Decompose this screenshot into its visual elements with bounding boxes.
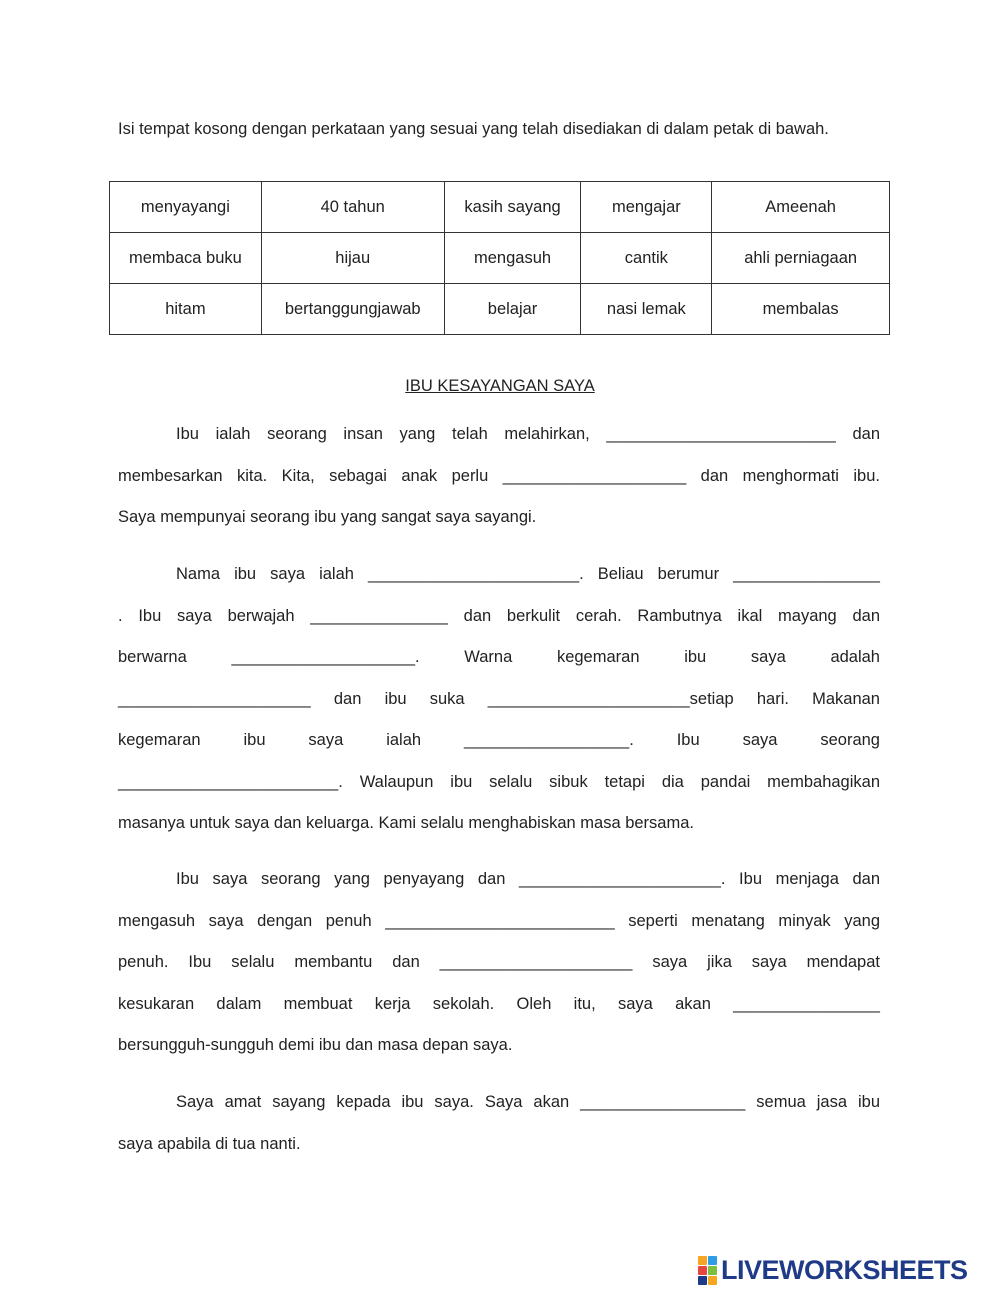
paragraph-line: Nama ibu saya ialah _______________________. Beliau berumur ________________ xyxy=(176,565,880,583)
paragraph-line: Ibu ialah seorang insan yang telah melahirkan, _________________________ dan xyxy=(176,425,880,443)
instruction-text: Isi tempat kosong dengan perkataan yang sesuai yang telah disediakan di dalam petak di bawah. xyxy=(118,120,829,138)
paragraph-line: Saya mempunyai seorang ibu yang sangat saya sayangi. xyxy=(118,508,537,526)
paragraph-line: . Ibu saya berwajah _______________ dan berkulit cerah. Rambutnya ikal mayang dan xyxy=(118,606,880,625)
word-bank-cell: hijau xyxy=(261,233,444,284)
paragraph-line: penuh. Ibu selalu membantu dan _____________________ saya jika saya mendapat xyxy=(118,953,880,971)
word-bank-row xyxy=(110,233,890,284)
word-bank-cell: mengajar xyxy=(581,182,712,233)
word-bank-cell: bertanggungjawab xyxy=(261,284,444,335)
paragraph-line: kesukaran dalam membuat kerja sekolah. Oleh itu, saya akan ________________ xyxy=(118,994,880,1013)
paragraph-4 xyxy=(118,1091,880,1174)
word-bank-cell: kasih sayang xyxy=(444,182,581,233)
paragraph-line: membesarkan kita. Kita, sebagai anak perlu ____________________ dan menghormati ibu. xyxy=(118,466,880,485)
word-bank-cell: ahli perniagaan xyxy=(712,233,890,284)
word-bank-table xyxy=(109,181,890,335)
paragraph-line: _____________________ dan ibu suka ______________________setiap hari. Makanan xyxy=(118,689,880,708)
word-bank-cell: membalas xyxy=(712,284,890,335)
word-bank-cell: menyayangi xyxy=(110,182,262,233)
paragraph-line: mengasuh saya dengan penuh _________________________ seperti menatang minyak yang xyxy=(118,911,880,930)
paragraph-1 xyxy=(118,423,880,548)
logo-text: LIVEWORKSHEETS xyxy=(721,1254,968,1285)
essay-title: IBU KESAYANGAN SAYA xyxy=(405,377,595,395)
word-bank-body xyxy=(110,182,890,335)
word-bank-cell: membaca buku xyxy=(110,233,262,284)
paragraph-line: bersungguh-sungguh demi ibu dan masa depan saya. xyxy=(118,1036,513,1054)
paragraph-line: kegemaran ibu saya ialah __________________. Ibu saya seorang xyxy=(118,731,880,749)
paragraph-line: ________________________. Walaupun ibu selalu sibuk tetapi dia pandai membahagikan xyxy=(118,772,880,791)
word-bank-row xyxy=(110,284,890,335)
word-bank-cell: belajar xyxy=(444,284,581,335)
paragraph-2 xyxy=(118,563,880,854)
word-bank-cell: mengasuh xyxy=(444,233,581,284)
word-bank-row xyxy=(110,182,890,233)
word-bank-cell: cantik xyxy=(581,233,712,284)
logo-blocks-icon xyxy=(698,1256,717,1285)
word-bank-cell: 40 tahun xyxy=(261,182,444,233)
paragraph-line: Saya amat sayang kepada ibu saya. Saya akan __________________ semua jasa ibu xyxy=(176,1093,880,1111)
word-bank-cell: Ameenah xyxy=(712,182,890,233)
liveworksheets-logo xyxy=(698,1256,968,1284)
paragraph-line: Ibu saya seorang yang penyayang dan ______________________. Ibu menjaga dan xyxy=(176,870,880,888)
paragraph-3 xyxy=(118,868,880,1076)
word-bank-cell: hitam xyxy=(110,284,262,335)
word-bank-cell: nasi lemak xyxy=(581,284,712,335)
paragraph-line: saya apabila di tua nanti. xyxy=(118,1134,301,1153)
paragraph-line: berwarna ____________________. Warna kegemaran ibu saya adalah xyxy=(118,648,880,666)
paragraph-line: masanya untuk saya dan keluarga. Kami selalu menghabiskan masa bersama. xyxy=(118,814,694,832)
